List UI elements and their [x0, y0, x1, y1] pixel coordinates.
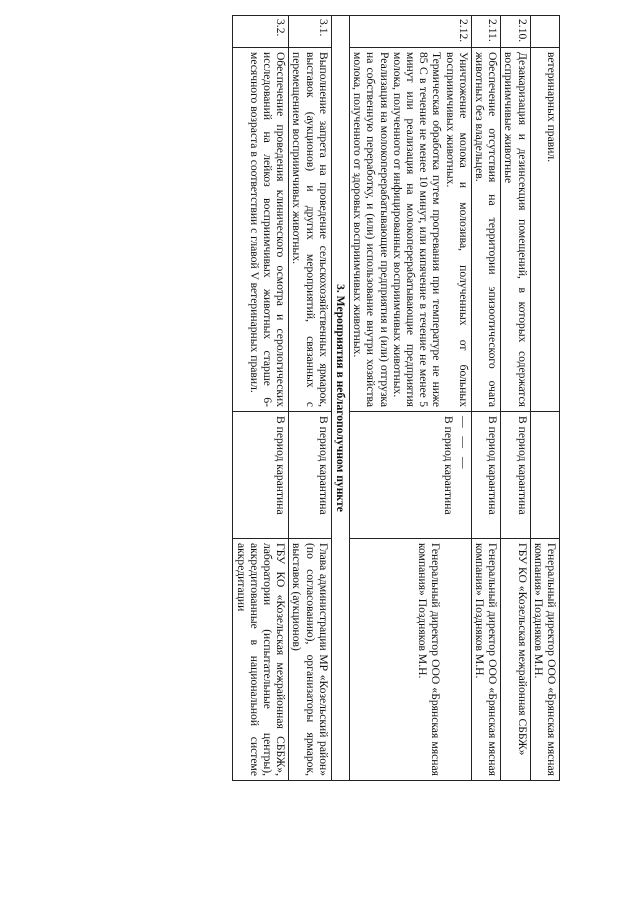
measure-description-part: Реализация на молокоперерабатывающие предприятия и (или) отгрузка на собственную переработку, и (или) использование внутри хозяйства молока, полученного от здоровых восприимчивых животных.: [351, 52, 391, 407]
table-row: [233, 16, 289, 781]
measure-term: [349, 412, 471, 539]
measure-term: В период карантина: [471, 412, 500, 539]
section-header-row: [331, 16, 349, 781]
measure-description: Дезакаризация и дезинсекция помещений, в которых содержатся восприимчивые животные: [501, 48, 530, 412]
measures-table: [232, 15, 560, 781]
row-number: 2.12.: [349, 16, 471, 48]
measure-responsible: Глава администрации МР «Козельский район» (по согласованию), организаторы ярмарок, выставок (аукционов): [289, 539, 332, 781]
measure-description: Обеспечение отсутствия на территории эпизоотического очага животных без владельцев.: [471, 48, 500, 412]
row-number: 2.11.: [471, 16, 500, 48]
measure-responsible: Генеральный директор ООО «Брянская мясная компания» Поздняков М.Н.: [530, 539, 559, 781]
measure-responsible: ГБУ КО «Козельская межрайонная СББЖ»: [501, 539, 530, 781]
term-dashes: — — —: [456, 416, 470, 472]
rotated-table-document: [130, 15, 560, 775]
measure-responsible: Генеральный директор ООО «Брянская мясная компания» Поздняков М.Н.: [471, 539, 500, 781]
measure-term: В период карантина: [233, 412, 289, 539]
table-row: [501, 16, 530, 781]
measure-description: Выполнение запрета на проведение сельскохозяйственных ярмарок, выставок (аукционов) и других мероприятий, связанных с перемещением восприимчивых животных.: [289, 48, 332, 412]
measure-term: В период карантина: [289, 412, 332, 539]
table-row: [530, 16, 559, 781]
table-row: [471, 16, 500, 781]
measure-description-part: Уничтожение молока и молозива, полученных от больных восприимчивых животных.: [443, 52, 470, 407]
table-row: [289, 16, 332, 781]
measure-description: Обеспечение проведения клинического осмотра и серологических исследований на лейкоз восприимчивых животных старше 6-месячного возраста в соответствии с главой V ветеринарных правил.: [233, 48, 289, 412]
measure-description: ветеринарных правил.: [530, 48, 559, 412]
responsible-text: Генеральный директор ООО «Брянская мясная компания» Поздняков М.Н.: [415, 543, 442, 776]
row-number: 2.10.: [501, 16, 530, 48]
measure-responsible: ГБУ КО «Козельская межрайонная СББЖ», лаборатории (испытательные центры), аккредитованные в национальной системе аккредитации: [233, 539, 289, 781]
measure-responsible: [349, 539, 471, 781]
measure-term: [530, 412, 559, 539]
row-number: 3.1.: [289, 16, 332, 48]
table-row: [349, 16, 471, 781]
section-title: 3. Мероприятия в неблагополучном пункте: [331, 16, 349, 781]
measure-term: В период карантина: [501, 412, 530, 539]
row-number: [530, 16, 559, 48]
row-number: 3.2.: [233, 16, 289, 48]
measure-description-part: Термическая обработка путем прогревания при температуре не ниже 85 С в течение не менее 10 минут, или кипячение в течение не менее 5 минут или реализация на молокоперерабатывающие предприятия молока, полученного от инфицированных восприимчивых животных.: [390, 52, 444, 407]
measure-description: [349, 48, 471, 412]
term-text: В период карантина: [441, 416, 455, 515]
